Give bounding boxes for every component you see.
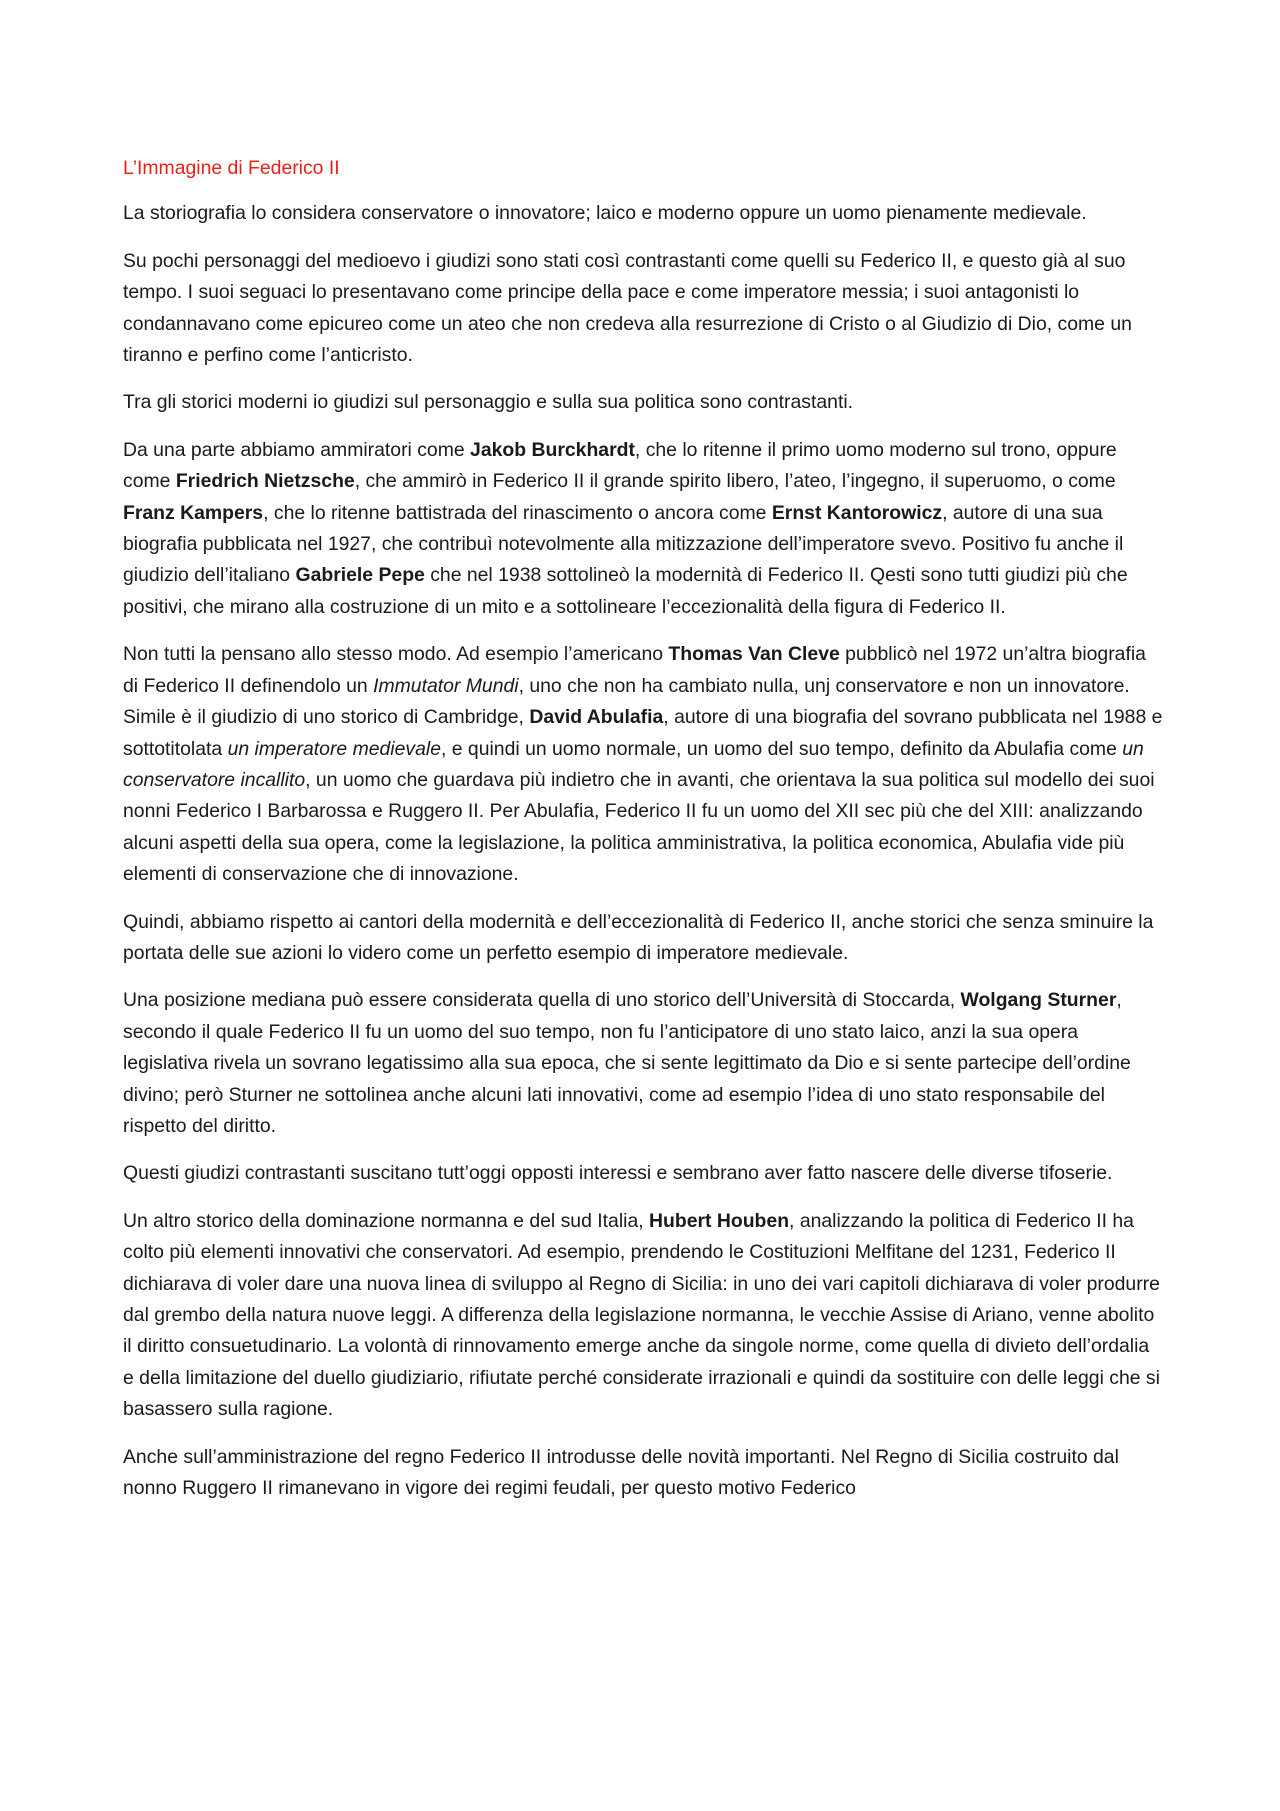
body-paragraph: [123, 435, 1163, 623]
bold-text: Thomas Van Cleve: [668, 643, 840, 666]
body-paragraph: [123, 1158, 1163, 1189]
italic-text: Immutator Mundi: [373, 674, 519, 697]
bold-text: Ernst Kantorowicz: [771, 501, 943, 524]
text-run: Questi giudizi contrastanti suscitano tutt’oggi opposti interessi e sembrano aver fatto nascere delle diverse tifoserie.: [123, 1162, 1113, 1185]
text-run: , autore di una biografia del sovrano pubblicata nel 1988 e sottotitolata: [123, 706, 1163, 760]
italic-text: un imperatore medievale: [227, 737, 441, 760]
document-title: L’Immagine di Federico II: [123, 157, 340, 179]
text-run: , autore di una sua biografia pubblicata nel 1927, che contribuì notevolmente alla mitizzazione dell’imperatore svevo. Positivo fu anche il giudizio dell’italiano: [123, 501, 1124, 587]
text-run: , secondo il quale Federico II fu un uomo del suo tempo, non fu l’anticipatore di uno stato laico, anzi la sua opera legislativa rivela un sovrano legatissimo alla sua epoca, che si sente legittimato da Dio e si sente partecipe dell’ordine divino; però Sturner ne sottolinea anche alcuni lati innovativi, come ad esempio l’idea di uno stato responsabile del rispetto del diritto.: [123, 989, 1131, 1137]
italic-text: un conservatore incallito: [123, 737, 1144, 791]
text-run: , che ammirò in Federico II il grande spirito libero, l’ateo, l’ingegno, il superuomo, o come: [354, 470, 1116, 493]
text-run: che nel 1938 sottolineò la modernità di Federico II. Qesti sono tutti giudizi più che positivi, che mirano alla costruzione di un mito e a sottolineare l’eccezionalità della figura di Federico II.: [123, 564, 1128, 618]
text-run: Non tutti la pensano allo stesso modo. Ad esempio l’americano: [123, 643, 669, 666]
text-run: , che lo ritenne il primo uomo moderno sul trono, oppure come: [123, 438, 1117, 493]
document-body: [123, 198, 1163, 1504]
text-run: Da una parte abbiamo ammiratori come: [123, 438, 471, 461]
bold-text: Wolgang Sturner: [960, 989, 1117, 1012]
bold-text: Jakob Burckhardt: [470, 438, 635, 461]
text-run: , e quindi un uomo normale, un uomo del suo tempo, definito da Abulafia come: [440, 737, 1123, 760]
text-run: Una posizione mediana può essere considerata quella di uno storico dell’Università di Stoccarda,: [123, 989, 961, 1012]
body-paragraph: [123, 1206, 1163, 1426]
bold-text: David Abulafia: [529, 706, 664, 729]
bold-text: Gabriele Pepe: [295, 564, 425, 587]
text-run: Su pochi personaggi del medioevo i giudizi sono stati così contrastanti come quelli su Federico II, e questo già al suo tempo. I suoi seguaci lo presentavano come principe della pace e come imperatore messia; i suoi antagonisti lo condannavano come epicureo come un ateo che non credeva alla resurrezione di Cristo o al Giudizio di Dio, come un tiranno e perfino come l’anticristo.: [123, 249, 1132, 367]
body-paragraph: [123, 198, 1163, 229]
document-page: [123, 153, 1163, 1520]
bold-text: Franz Kampers: [123, 501, 264, 524]
body-paragraph: [123, 907, 1163, 970]
text-run: , che lo ritenne battistrada del rinascimento o ancora come: [263, 501, 772, 524]
text-run: Un altro storico della dominazione normanna e del sud Italia,: [123, 1209, 649, 1232]
text-run: , un uomo che guardava più indietro che in avanti, che orientava la sua politica sul modello dei suoi nonni Federico I Barbarossa e Ruggero II. Per Abulafia, Federico II fu un uomo del XII sec più che del XIII: analizzando alcuni aspetti della sua opera, come la legislazione, la politica amministrativa, la politica economica, Abulafia vide più elementi di conservazione che di innovazione.: [123, 768, 1155, 886]
body-paragraph: [123, 1442, 1163, 1505]
body-paragraph: [123, 639, 1163, 890]
text-run: , analizzando la politica di Federico II ha colto più elementi innovativi che conservatori. Ad esempio, prendendo le Costituzioni Melfitane del 1231, Federico II dichiarava di voler dare una nuova linea di sviluppo al Regno di Sicilia: in uno dei vari capitoli dichiarava di voler produrre dal grembo della natura nuove leggi. A differenza della legislazione normanna, le vecchie Assise di Ariano, venne abolito il diritto consuetudinario. La volontà di rinnovamento emerge anche da singole norme, come quella di divieto dell’ordalia e della limitazione del duello giudiziario, rifiutate perché considerate irrazionali e quindi da sostituire con delle leggi che si basassero sulla ragione.: [123, 1209, 1160, 1421]
body-paragraph: [123, 387, 1163, 418]
body-paragraph: [123, 985, 1163, 1142]
text-run: Quindi, abbiamo rispetto ai cantori della modernità e dell’eccezionalità di Federico II, anche storici che senza sminuire la portata delle sue azioni lo videro come un perfetto esempio di imperatore medievale.: [123, 910, 1154, 964]
bold-text: Friedrich Nietzsche: [175, 470, 355, 493]
bold-text: Hubert Houben: [649, 1209, 790, 1232]
text-run: Anche sull’amministrazione del regno Federico II introdusse delle novità importanti. Nel Regno di Sicilia costruito dal nonno Ruggero II rimanevano in vigore dei regimi feudali, per questo motivo Federico: [123, 1445, 1119, 1500]
text-run: La storiografia lo considera conservatore o innovatore; laico e moderno oppure un uomo pienamente medievale.: [123, 202, 1087, 225]
text-run: pubblicò nel 1972 un’altra biografia di Federico II definendolo un: [123, 643, 1146, 697]
body-paragraph: [123, 246, 1163, 372]
text-run: Tra gli storici moderni io giudizi sul personaggio e sulla sua politica sono contrastanti.: [123, 391, 854, 414]
text-run: , uno che non ha cambiato nulla, unj conservatore e non un innovatore. Simile è il giudizio di uno storico di Cambridge,: [123, 674, 1130, 729]
